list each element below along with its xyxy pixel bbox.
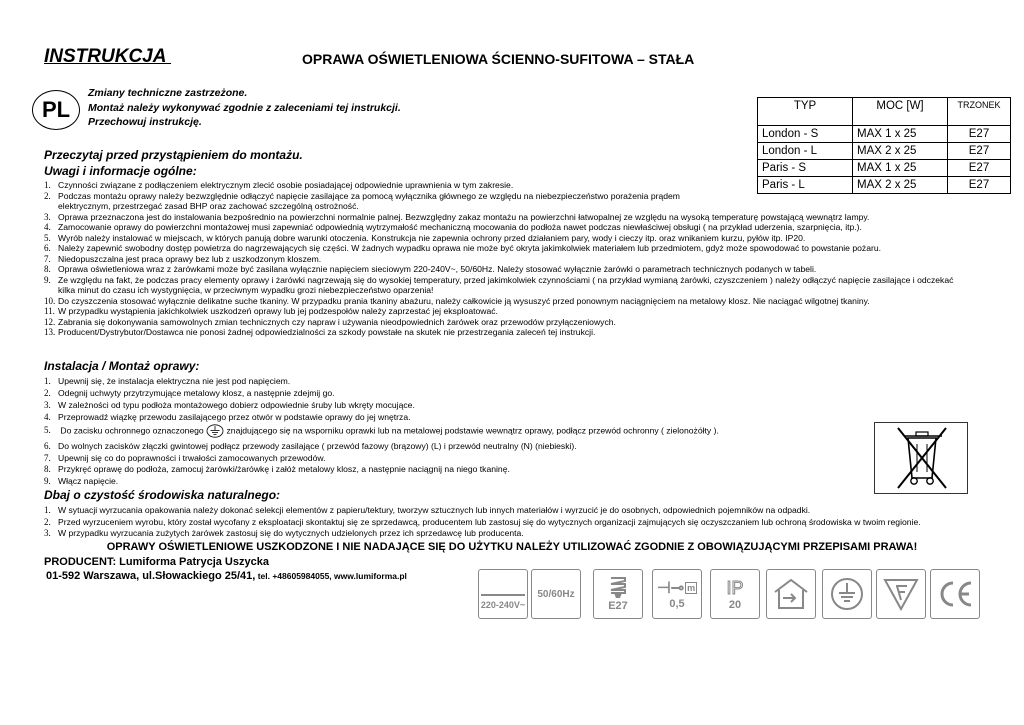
earth-ground-icon — [830, 577, 864, 611]
item-number: 2. — [44, 190, 51, 201]
item-text: W zależności od typu podłoża montażowego dobierz odpowiednie śruby lub wkręty mocujące. — [58, 400, 415, 410]
list-item — [44, 505, 994, 517]
item-number: 12. — [44, 316, 56, 327]
read-before-heading: Przeczytaj przed przystąpieniem do montażu. — [44, 148, 303, 162]
house-icon — [771, 576, 811, 612]
list-item — [44, 306, 994, 317]
item-text: Ze względu na fakt, że podczas pracy elementy oprawy i żarówki nagrzewają się do wysokiej temperatury, przed jakimkolwiek czynnościami ( na przykład wymianą żarówki, czyszczeniem ) należy odłączyć napięcie zasilające i odczekać — [58, 274, 954, 285]
list-item — [44, 191, 994, 202]
notes — [88, 86, 401, 130]
list-item — [44, 476, 994, 488]
item-number: 9. — [44, 274, 51, 285]
ce-mark-symbol — [930, 569, 980, 619]
item-text: Czynności związane z podłączeniem elektrycznym zlecić osobie posiadającej odpowiednie uprawnienia w tym zakresie. — [58, 180, 514, 190]
item-number: 2. — [44, 516, 51, 527]
item-text: kilka minut do czasu ich wystygnięcia, w przeciwnym wypadku grozi niebezpieczeństwo oparzenia! — [58, 285, 434, 295]
environment-list — [44, 505, 994, 540]
item-text: Należy zapewnić swobodny dostęp powietrza do nagrzewających się części. W żadnych wypadku oprawa nie może być okryta jakimkolwiek materiałem lub przedmiotem, gdyż może spowodować to powstanie pożaru. — [58, 243, 881, 253]
list-item — [44, 375, 994, 387]
general-list — [44, 180, 994, 338]
item-text: Oprawa oświetleniowa wraz z żarówkami może być zasilana wyłącznie napięciem sieciowym 220-240V~, 50/60Hz. Należy stosować wyłącznie żarówki o parametrach technicznych podanych w tabeli. — [58, 264, 817, 274]
item-number: 13. — [44, 327, 56, 337]
header-socket: TRZONEK — [948, 98, 1011, 126]
environment-heading: Dbaj o czystość środowiska naturalnego: — [44, 488, 281, 502]
item-number: 3. — [44, 400, 51, 410]
header-type: TYP — [758, 98, 853, 126]
cell-power: MAX 2 x 25 — [853, 143, 948, 160]
item-number: 2. — [44, 388, 51, 398]
cell-socket: E27 — [948, 177, 1011, 194]
item-number: 5. — [44, 232, 51, 243]
voltage-label: 220-240V~ — [480, 600, 526, 610]
ip-value: 20 — [728, 598, 742, 611]
list-item — [44, 285, 994, 296]
item-text: Niedopuszczalna jest praca oprawy bez lub z uszkodzonym kloszem. — [58, 253, 322, 264]
item-text: Zamocowanie oprawy do powierzchni montażowej musi zapewniać odpowiednią wytrzymałość mechaniczną mocowania do podłoża nawet podczas niewłaściwej obsługi ( na przykład uderzenia, szarpnięcia, itp.). — [58, 222, 862, 232]
list-item — [44, 180, 994, 191]
f-mark-icon — [882, 576, 920, 612]
language-badge: PL — [32, 90, 80, 130]
cell-socket: E27 — [948, 160, 1011, 177]
item-number — [44, 285, 58, 296]
item-number: 1. — [44, 505, 51, 515]
note-line: Zmiany techniczne zastrzeżone. — [88, 87, 248, 99]
install-list-b — [44, 441, 994, 487]
item-number: 6. — [44, 243, 51, 253]
producer-name: PRODUCENT: Lumiforma Patrycja Uszycka — [44, 556, 269, 568]
item-text: Wyrób należy instalować w miejscach, w których panują dobre warunki otoczenia. Konstrukcja nie zapewnia ochrony przed działaniem pary, wody i cieczy itp. oraz wnikaniem kurzu, pyłów itp. IP20. — [58, 232, 806, 243]
item-text: W przypadku wyrzucania zużytych żarówek zastosuj się do wytycznych udzielonych przez ich sprzedawcę lub producenta. — [58, 528, 524, 538]
item-text: Przed wyrzuceniem wyrobu, który został wycofany z eksploatacji skontaktuj się ze sprzedawcą, producentem lub zastosuj się do wytycznych organizacji zajmujących się oczyszczaniem lub ochroną środowiska w twoim regionie. — [58, 516, 921, 527]
list-item — [44, 453, 994, 465]
cell-power: MAX 2 x 25 — [853, 177, 948, 194]
item-text: Odegnij uchwyty przytrzymujące metalowy klosz, a następnie zdejmij go. — [58, 388, 335, 398]
item-text: Podczas montażu oprawy należy bezwzględnie odłączyć napięcie zasilające za pomocą wyłącznika głównego ze względu na niebezpieczeństwo porażenia prądem — [58, 190, 680, 201]
list-item — [44, 464, 994, 476]
address-contact: tel. +48605984055, www.lumiforma.pl — [255, 571, 407, 581]
item-text: elektrycznym, przestrzegać zasad BHP oraz zachować szczególną ostrożność. — [58, 201, 359, 211]
item-text: Przeprowadź wiązkę przewodu zasilającego przez otwór w podstawie oprawy do jej wnętrza. — [58, 412, 411, 422]
cell-type: London - S — [758, 126, 853, 143]
address-main: 01-592 Warszawa, ul.Słowackiego 25 — [46, 570, 237, 582]
item-text: Producent/Dystrybutor/Dostawca nie ponosi żadnej odpowiedzialności za szkody powstałe na skutek nie przestrzegania zaleceń tej instrukcji. — [58, 327, 596, 337]
document-title: INSTRUKCJA — [44, 46, 172, 67]
voltage-symbol — [478, 569, 528, 619]
list-item — [44, 254, 994, 265]
cell-type: London - L — [758, 143, 853, 160]
ce-mark-icon — [935, 579, 975, 609]
cell-type: Paris - L — [758, 177, 853, 194]
note-line: Montaż należy wykonywać zgodnie z zaleceniami tej instrukcji. — [88, 101, 401, 114]
item-text: Do czyszczenia stosować wyłącznie delikatne suche tkaniny. W przypadku prania tkaniny abażuru, należy całkowicie ją wysuszyć przed ponownym naciągnięciem na metalowy klosz. Nie naciągać wilgotnej tkaniny. — [58, 295, 870, 306]
item-text: W sytuacji wyrzucania opakowania należy dokonać selekcji elementów z papieru/tektury, tworzyw sztucznych lub innych materiałów i wyrzucić je do osobnych, odpowiednich pojemników na odpadki. — [58, 505, 811, 515]
spec-table-header — [758, 98, 1011, 126]
item-number: 6. — [44, 441, 51, 451]
indoor-use-symbol — [766, 569, 816, 619]
bulb-icon — [607, 576, 629, 600]
flammable-surface-symbol — [876, 569, 926, 619]
list-item — [44, 243, 994, 254]
product-heading: OPRAWA OŚWIETLENIOWA ŚCIENNO-SUFITOWA – STAŁA — [302, 51, 695, 67]
item-text: Do zacisku ochronnego oznaczonego — [60, 425, 204, 436]
list-item — [44, 296, 994, 307]
frequency-symbol — [531, 569, 581, 619]
table-row — [758, 126, 1011, 143]
item-number: 3. — [44, 211, 51, 222]
table-row — [758, 160, 1011, 177]
item-number: 11. — [44, 306, 55, 316]
cell-socket: E27 — [948, 143, 1011, 160]
item-text: znajdującego się na wsporniku oprawki lub na metalowej podstawie wewnątrz oprawy, podłącz przewód ochronny ( zielonożółty ). — [226, 425, 719, 436]
note-line: Przechowuj instrukcję. — [88, 116, 202, 128]
item-text: Zabrania się dokonywania samowolnych zmian technicznych czy napraw i używania nieodpowiednich żarówek oraz przewodów przyłączeniowych. — [58, 316, 616, 327]
frequency-label: 50/60Hz — [537, 588, 575, 600]
cell-power: MAX 1 x 25 — [853, 126, 948, 143]
producer-address — [46, 570, 407, 582]
item-number: 9. — [44, 475, 51, 486]
list-item — [44, 275, 994, 286]
ip-symbol — [710, 569, 760, 619]
list-item — [44, 327, 994, 338]
item-number: 10. — [44, 295, 56, 306]
voltage-bar — [481, 594, 525, 596]
list-item — [44, 399, 994, 411]
item-text: Do wolnych zacisków złączki gwintowej podłącz przewody zasilające ( przewód fazowy (brązowy) (L) i przewód neutralny (N) (niebieski). — [58, 441, 577, 451]
table-row — [758, 143, 1011, 160]
list-item — [44, 411, 994, 423]
weee-crossed-bin-icon — [874, 422, 968, 494]
install-heading: Instalacja / Montaż oprawy: — [44, 359, 200, 373]
item-text: Upewnij się co do poprawności i trwałości zamocowanych przewodów. — [58, 452, 326, 463]
cell-power: MAX 1 x 25 — [853, 160, 948, 177]
cell-type: Paris - S — [758, 160, 853, 177]
item-number: 7. — [44, 452, 51, 463]
ground-terminal-icon — [206, 424, 224, 438]
list-item — [44, 441, 994, 453]
item-text: Włącz napięcie. — [58, 475, 119, 486]
list-item — [44, 317, 994, 328]
item-number: 1. — [44, 376, 51, 386]
item-text: Upewnij się, że instalacja elektryczna nie jest pod napięciem. — [58, 376, 291, 386]
socket-symbol — [593, 569, 643, 619]
item-text: Przykręć oprawę do podłoża, zamocuj żarówki/żarówkę i załóż metalowy klosz, a następnie naciągnij na niego tkaninę. — [58, 464, 510, 474]
item-text: W przypadku wystąpienia jakichkolwiek uszkodzeń oprawy lub jej podzespołów należy zaprzestać jej eksploatować. — [58, 306, 498, 316]
list-item — [44, 264, 994, 275]
install-item-5: 5. Do zacisku ochronnego oznaczonego znajdującego się na wsporniku oprawki lub na metalowej podstawie wewnątrz oprawy, podłącz przewód ochronny ( zielonożółty ). — [44, 424, 994, 438]
install-list — [44, 375, 994, 423]
item-text: Oprawa przeznaczona jest do instalowania bezpośrednio na powierzchni normalnie palnej. Bezwzględny zakaz montażu na powierzchni łatwopalnej ze względu na wysoką temperaturę powstającą wewnątrz lampy. — [58, 211, 870, 222]
address-suffix: /41, — [236, 570, 256, 582]
header-power: MOC [W] — [853, 98, 948, 126]
distance-symbol — [652, 569, 702, 619]
item-number: 8. — [44, 264, 51, 274]
distance-value: 0,5 — [669, 598, 685, 610]
list-item — [44, 222, 994, 233]
list-item — [44, 201, 994, 212]
list-item — [44, 528, 994, 540]
item-number: 3. — [44, 528, 51, 538]
cell-socket: E27 — [948, 126, 1011, 143]
item-number — [44, 201, 58, 212]
distance-unit: m — [687, 583, 696, 593]
list-item — [44, 517, 994, 529]
protection-class-symbol — [822, 569, 872, 619]
disposal-warning: OPRAWY OŚWIETLENIOWE USZKODZONE I NIE NADAJĄCE SIĘ DO UŻYTKU NALEŻY UTILIZOWAĆ ZGODNIE Z OBOWIĄZUJĄCYMI PRZEPISAMI PRAWA! — [106, 541, 918, 553]
socket-label: E27 — [608, 600, 628, 612]
ip-label: IP — [726, 577, 744, 598]
item-number: 8. — [44, 464, 51, 474]
list-item — [44, 212, 994, 223]
list-item — [44, 233, 994, 244]
item-number: 4. — [44, 412, 51, 422]
list-item — [44, 387, 994, 399]
lamp-distance-icon: ⊣⊸ — [656, 580, 685, 597]
item-number: 1. — [44, 180, 51, 190]
general-heading: Uwagi i informacje ogólne: — [44, 164, 197, 178]
item-number: 4. — [44, 222, 51, 232]
item-number: 7. — [44, 253, 51, 264]
